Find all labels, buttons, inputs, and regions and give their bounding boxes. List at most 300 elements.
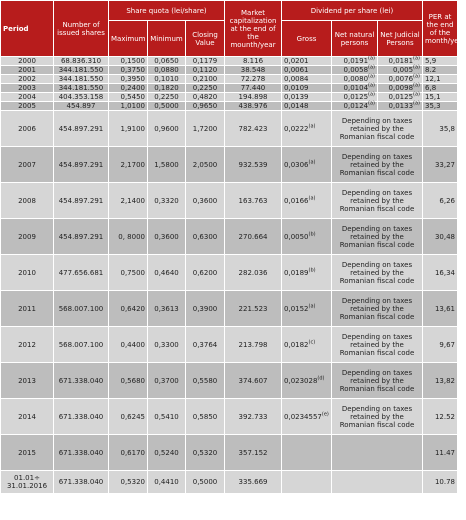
footnote-marker: (a) — [368, 100, 376, 107]
per-cell-value: 6,8 — [425, 84, 437, 92]
market-cap-cell — [225, 84, 282, 93]
net-dividend-note-value: Depending on taxes retained by the Romanian fiscal code — [339, 152, 415, 177]
market-cap-cell — [225, 435, 282, 471]
per-cell-value: 12.52 — [434, 412, 456, 421]
maximum-cell — [109, 327, 148, 363]
market-cap-cell-value: 270.664 — [238, 232, 268, 241]
net-natural-cell-value: 0,0125 — [343, 93, 369, 101]
footnote-marker: (a) — [368, 82, 376, 89]
issued-shares-cell — [54, 102, 109, 111]
market-cap-cell — [225, 93, 282, 102]
issued-shares-cell-value: 671.338.040 — [58, 448, 104, 457]
minimum-cell — [148, 147, 186, 183]
closing-cell — [186, 219, 225, 255]
net-dividend-empty — [332, 471, 423, 494]
issued-shares-cell-value: 454.897 — [66, 102, 96, 110]
net-judicial-cell-value: 0,0181 — [388, 57, 414, 65]
table-row — [1, 255, 458, 291]
period-cell — [1, 327, 54, 363]
period-cell — [1, 471, 54, 494]
gross-cell — [282, 255, 332, 291]
period-cell-value: 2010 — [18, 268, 36, 277]
maximum-cell-value: 0,5450 — [120, 93, 145, 101]
issued-shares-cell — [54, 327, 109, 363]
closing-cell-value: 0,5320 — [192, 448, 218, 457]
closing-cell — [186, 327, 225, 363]
closing-cell-value: 1,7200 — [192, 124, 218, 133]
gross-cell — [282, 57, 332, 66]
minimum-cell — [148, 327, 186, 363]
minimum-cell — [148, 255, 186, 291]
footnote-marker: (a) — [413, 55, 421, 62]
issued-shares-cell — [54, 57, 109, 66]
table-row — [1, 57, 458, 66]
table-row — [1, 93, 458, 102]
issued-shares-cell — [54, 471, 109, 494]
closing-cell-value: 0,3764 — [192, 340, 218, 349]
footnote-marker: (a) — [413, 82, 421, 89]
per-cell-value: 8.2 — [425, 66, 437, 74]
table-row — [1, 399, 458, 435]
maximum-cell-value: 0,3950 — [120, 75, 145, 83]
market-cap-cell — [225, 363, 282, 399]
period-cell-value: 2014 — [18, 412, 36, 421]
maximum-cell-value: 0,4400 — [120, 340, 145, 349]
footnote-marker: (a) — [413, 73, 421, 80]
closing-cell — [186, 93, 225, 102]
per-cell — [423, 291, 458, 327]
period-cell-value: 2006 — [18, 124, 36, 133]
issued-shares-cell — [54, 219, 109, 255]
issued-shares-cell-value: 344.181.550 — [58, 66, 104, 74]
footnote-marker: (a) — [413, 100, 421, 107]
closing-cell — [186, 147, 225, 183]
per-cell — [423, 84, 458, 93]
table-row — [1, 66, 458, 75]
issued-shares-cell — [54, 399, 109, 435]
closing-cell-value: 0,6300 — [192, 232, 218, 241]
period-cell-value: 2013 — [18, 376, 36, 385]
market-cap-cell-value: 392.733 — [238, 412, 268, 421]
footnote-marker: (b) — [308, 231, 316, 238]
net-judicial-cell-value: 0,0133 — [388, 102, 414, 110]
net-judicial-header: Net Judicial Persons — [378, 21, 423, 57]
footnote-marker: (a) — [308, 159, 316, 166]
issued-shares-cell — [54, 147, 109, 183]
issued-shares-cell-value: 344.181.550 — [58, 75, 104, 83]
gross-cell — [282, 66, 332, 75]
closing-header: Closing Value — [186, 21, 225, 57]
period-cell-value: 2011 — [18, 304, 36, 313]
maximum-cell — [109, 363, 148, 399]
maximum-cell — [109, 219, 148, 255]
market-cap-cell-value: 357.152 — [238, 448, 268, 457]
net-dividend-empty — [332, 435, 423, 471]
net-dividend-note-value: Depending on taxes retained by the Romanian fiscal code — [339, 116, 415, 141]
minimum-cell-value: 0,5240 — [154, 448, 179, 457]
maximum-cell-value: 1,0100 — [120, 102, 145, 110]
gross-cell — [282, 219, 332, 255]
gross-cell — [282, 471, 332, 494]
period-cell-value: 2012 — [18, 340, 36, 349]
minimum-cell-value: 0,3300 — [154, 340, 179, 349]
table-row — [1, 84, 458, 93]
gross-cell-value: 0,0152 — [284, 304, 309, 313]
issued-shares-cell — [54, 183, 109, 219]
market-cap-cell — [225, 219, 282, 255]
minimum-cell — [148, 363, 186, 399]
table-row — [1, 471, 458, 494]
table-row — [1, 435, 458, 471]
minimum-cell-value: 0,5000 — [154, 102, 179, 110]
issued-shares-cell — [54, 255, 109, 291]
per-cell — [423, 471, 458, 494]
maximum-cell-value: 0,1500 — [120, 57, 145, 65]
period-cell — [1, 255, 54, 291]
per-cell-value: 9,67 — [439, 340, 456, 349]
net-dividend-note — [332, 399, 423, 435]
net-natural-cell — [332, 102, 378, 111]
closing-cell — [186, 84, 225, 93]
closing-cell-value: 0,3900 — [192, 304, 218, 313]
net-judicial-cell-value: 0,0098 — [388, 84, 414, 92]
gross-cell-value: 0,0166 — [284, 196, 309, 205]
maximum-cell — [109, 471, 148, 494]
market-cap-cell — [225, 255, 282, 291]
maximum-cell-value: 0,7500 — [120, 268, 145, 277]
period-cell — [1, 111, 54, 147]
period-cell-value: 2008 — [18, 196, 36, 205]
per-cell — [423, 363, 458, 399]
issued-shares-cell-value: 477.656.681 — [58, 268, 104, 277]
per-cell-value: 16,34 — [434, 268, 456, 277]
net-judicial-cell-value: 0,005 — [393, 66, 414, 74]
minimum-cell — [148, 219, 186, 255]
period-cell — [1, 183, 54, 219]
period-cell — [1, 147, 54, 183]
net-judicial-cell-value: 0,0076 — [388, 75, 414, 83]
minimum-cell — [148, 93, 186, 102]
market-cap-cell-value: 438.976 — [238, 102, 268, 110]
issued-shares-header: Number of issued shares — [54, 1, 109, 57]
per-cell-value: 10.78 — [434, 478, 456, 486]
net-dividend-note-value: Depending on taxes retained by the Romanian fiscal code — [339, 224, 415, 249]
footnote-marker: (a) — [368, 64, 376, 71]
period-cell-value: 2001 — [18, 66, 36, 74]
closing-cell-value: 0,5000 — [192, 478, 218, 486]
market-cap-cell — [225, 399, 282, 435]
per-cell-value: 5,9 — [425, 57, 437, 65]
footnote-marker: (c) — [308, 339, 316, 346]
closing-cell — [186, 255, 225, 291]
minimum-cell-value: 0,9600 — [154, 124, 179, 133]
table-row — [1, 363, 458, 399]
market-cap-cell — [225, 66, 282, 75]
gross-cell-value: 0,0139 — [284, 93, 309, 101]
per-cell — [423, 399, 458, 435]
net-natural-cell-value: 0,0058 — [343, 66, 369, 74]
closing-cell-value: 0,4820 — [192, 93, 218, 101]
period-header: Period — [1, 1, 54, 57]
net-dividend-note — [332, 255, 423, 291]
per-cell-value: 13,61 — [434, 304, 456, 313]
period-cell-value: 2005 — [18, 102, 36, 110]
closing-cell — [186, 435, 225, 471]
gross-cell-value: 0,0084 — [284, 75, 309, 83]
minimum-cell — [148, 102, 186, 111]
maximum-cell — [109, 435, 148, 471]
gross-cell — [282, 435, 332, 471]
maximum-cell — [109, 147, 148, 183]
market-cap-cell — [225, 471, 282, 494]
net-dividend-note-value: Depending on taxes retained by the Romanian fiscal code — [339, 332, 415, 357]
minimum-cell-value: 0,3320 — [154, 196, 179, 205]
issued-shares-cell-value: 68.836.310 — [60, 57, 102, 65]
net-dividend-note — [332, 147, 423, 183]
period-cell — [1, 66, 54, 75]
table-row — [1, 291, 458, 327]
net-dividend-note — [332, 219, 423, 255]
minimum-cell — [148, 183, 186, 219]
maximum-cell-value: 2,1400 — [120, 196, 145, 205]
minimum-cell — [148, 84, 186, 93]
issued-shares-cell — [54, 291, 109, 327]
per-header: PER at the end of the month/year — [423, 1, 458, 57]
closing-cell-value: 0,3600 — [192, 196, 218, 205]
minimum-cell — [148, 111, 186, 147]
minimum-cell — [148, 75, 186, 84]
per-cell-value: 15,1 — [425, 93, 441, 101]
net-dividend-note — [332, 183, 423, 219]
issued-shares-cell-value: 344.181.550 — [58, 84, 104, 92]
market-cap-cell-value: 213.798 — [238, 340, 268, 349]
market-cap-cell-value: 72.278 — [240, 75, 266, 83]
footnote-marker: (a) — [308, 123, 316, 130]
issued-shares-cell — [54, 66, 109, 75]
issued-shares-cell — [54, 111, 109, 147]
closing-cell — [186, 183, 225, 219]
footnote-marker: (d) — [317, 375, 325, 382]
minimum-cell-value: 0,0650 — [154, 57, 179, 65]
market-cap-header: Market capitalization at the end of the mounth/year — [225, 1, 282, 57]
footnote-marker: (a) — [368, 73, 376, 80]
minimum-cell — [148, 291, 186, 327]
market-cap-cell-value: 335.669 — [238, 478, 268, 486]
market-cap-cell-value: 77.440 — [240, 84, 266, 92]
table-body — [1, 57, 458, 494]
net-dividend-note-value: Depending on taxes retained by the Romanian fiscal code — [339, 260, 415, 285]
period-cell — [1, 219, 54, 255]
maximum-cell — [109, 102, 148, 111]
market-cap-cell-value: 221.523 — [238, 304, 268, 313]
issued-shares-cell-value: 454.897.291 — [58, 160, 104, 169]
issued-shares-cell — [54, 93, 109, 102]
per-cell-value: 33,27 — [434, 160, 456, 169]
net-judicial-cell — [378, 102, 423, 111]
minimum-cell-value: 0,4410 — [154, 478, 179, 486]
maximum-cell — [109, 111, 148, 147]
footnote-marker: (a) — [308, 303, 316, 310]
minimum-cell — [148, 57, 186, 66]
table-row — [1, 111, 458, 147]
period-cell — [1, 363, 54, 399]
minimum-cell — [148, 399, 186, 435]
period-cell — [1, 93, 54, 102]
closing-cell — [186, 66, 225, 75]
closing-cell — [186, 75, 225, 84]
share-quota-header: Share quota (lei/share) — [109, 1, 225, 21]
maximum-cell-value: 1,9100 — [120, 124, 145, 133]
footnote-marker: (a) — [368, 91, 376, 98]
market-cap-cell-value: 8.116 — [242, 57, 264, 65]
net-natural-cell-value: 0,0124 — [343, 102, 369, 110]
gross-cell — [282, 75, 332, 84]
closing-cell-value: 0,2100 — [192, 75, 218, 83]
market-cap-cell — [225, 147, 282, 183]
issued-shares-cell — [54, 363, 109, 399]
per-cell-value: 30,48 — [434, 232, 456, 241]
market-cap-cell — [225, 291, 282, 327]
market-cap-cell — [225, 111, 282, 147]
market-cap-cell — [225, 102, 282, 111]
period-cell — [1, 435, 54, 471]
per-cell — [423, 111, 458, 147]
minimum-cell — [148, 66, 186, 75]
gross-cell-value: 0,0061 — [284, 66, 309, 74]
maximum-cell-value: 0,5680 — [120, 376, 145, 385]
closing-cell-value: 0,2250 — [192, 84, 218, 92]
per-cell-value: 12,1 — [425, 75, 441, 83]
footnote-marker: (a) — [413, 91, 421, 98]
issued-shares-cell — [54, 75, 109, 84]
closing-cell-value: 0,5580 — [192, 376, 218, 385]
table-row — [1, 327, 458, 363]
market-cap-cell — [225, 183, 282, 219]
net-dividend-note-value: Depending on taxes retained by the Romanian fiscal code — [339, 296, 415, 321]
period-cell-value: 2002 — [18, 75, 36, 83]
gross-cell-value: 0,0306 — [284, 160, 309, 169]
per-cell-value: 6,26 — [439, 196, 456, 205]
gross-cell — [282, 399, 332, 435]
per-cell — [423, 147, 458, 183]
minimum-cell-value: 1,5800 — [154, 160, 179, 169]
maximum-cell — [109, 93, 148, 102]
per-cell-value: 13,82 — [434, 376, 456, 385]
market-cap-cell-value: 38.548 — [240, 66, 266, 74]
issued-shares-cell-value: 671.338.040 — [58, 412, 104, 421]
footnote-marker: (b) — [308, 267, 316, 274]
gross-cell-value: 0,0234557 — [284, 412, 322, 421]
table-row — [1, 102, 458, 111]
issued-shares-cell-value: 404.353.158 — [58, 93, 104, 101]
maximum-cell — [109, 57, 148, 66]
market-cap-cell-value: 282.036 — [238, 268, 268, 277]
net-dividend-note-value: Depending on taxes retained by the Romanian fiscal code — [339, 368, 415, 393]
market-cap-cell — [225, 57, 282, 66]
period-cell-value: 2004 — [18, 93, 36, 101]
table-row — [1, 183, 458, 219]
maximum-cell-value: 0, 8000 — [118, 232, 145, 241]
closing-cell-value: 0,6200 — [192, 268, 218, 277]
net-natural-cell-value: 0,0080 — [343, 75, 369, 83]
net-natural-cell-value: 0,0191 — [343, 57, 369, 65]
maximum-cell-value: 0,5320 — [120, 478, 145, 486]
gross-cell — [282, 93, 332, 102]
gross-cell — [282, 147, 332, 183]
net-dividend-note — [332, 111, 423, 147]
period-cell-value: 2003 — [18, 84, 36, 92]
net-dividend-note-value: Depending on taxes retained by the Romanian fiscal code — [339, 404, 415, 429]
maximum-cell — [109, 66, 148, 75]
maximum-cell — [109, 183, 148, 219]
maximum-cell-value: 2,1700 — [120, 160, 145, 169]
gross-cell — [282, 291, 332, 327]
closing-cell-value: 2,0500 — [192, 160, 218, 169]
maximum-cell — [109, 84, 148, 93]
issued-shares-cell-value: 454.897.291 — [58, 232, 104, 241]
maximum-cell-value: 0,3750 — [120, 66, 145, 74]
per-cell-value: 35,3 — [425, 102, 441, 110]
closing-cell — [186, 399, 225, 435]
minimum-cell-value: 0,2250 — [154, 93, 179, 101]
per-cell — [423, 102, 458, 111]
maximum-cell — [109, 255, 148, 291]
maximum-cell-value: 0,6420 — [120, 304, 145, 313]
gross-cell — [282, 183, 332, 219]
market-cap-cell — [225, 75, 282, 84]
net-dividend-note-value: Depending on taxes retained by the Romanian fiscal code — [339, 188, 415, 213]
minimum-cell-value: 0,1820 — [154, 84, 179, 92]
issued-shares-cell-value: 454.897.291 — [58, 196, 104, 205]
issued-shares-cell-value: 671.338.040 — [58, 478, 104, 486]
maximum-header: Maximum — [109, 21, 148, 57]
period-cell-value: 2007 — [18, 160, 36, 169]
market-cap-cell-value: 782.423 — [238, 124, 268, 133]
minimum-cell-value: 0,5410 — [154, 412, 179, 421]
maximum-cell-value: 0,6245 — [120, 412, 145, 421]
closing-cell-value: 0,9650 — [192, 102, 218, 110]
closing-cell-value: 0,5850 — [192, 412, 218, 421]
minimum-header: Minimum — [148, 21, 186, 57]
footnote-marker: (a) — [368, 55, 376, 62]
closing-cell-value: 0,1179 — [192, 57, 218, 65]
gross-cell-value: 0,0222 — [284, 124, 309, 133]
net-dividend-note — [332, 291, 423, 327]
period-cell-value: 2009 — [18, 232, 36, 241]
period-cell — [1, 399, 54, 435]
net-dividend-note — [332, 363, 423, 399]
issued-shares-cell-value: 454.897.291 — [58, 124, 104, 133]
market-cap-cell-value: 194.898 — [238, 93, 268, 101]
gross-cell — [282, 363, 332, 399]
per-cell — [423, 219, 458, 255]
per-cell — [423, 75, 458, 84]
period-cell-value: 2015 — [18, 448, 36, 457]
maximum-cell — [109, 75, 148, 84]
issued-shares-cell-value: 671.338.040 — [58, 376, 104, 385]
period-cell — [1, 75, 54, 84]
per-cell — [423, 66, 458, 75]
period-cell — [1, 291, 54, 327]
closing-cell — [186, 363, 225, 399]
per-cell — [423, 183, 458, 219]
per-cell — [423, 57, 458, 66]
gross-cell-value: 0,0189 — [284, 268, 309, 277]
period-cell-value: 2000 — [18, 57, 36, 65]
market-cap-cell-value: 163.763 — [238, 196, 268, 205]
per-cell-value: 11.47 — [434, 448, 456, 457]
closing-cell — [186, 102, 225, 111]
